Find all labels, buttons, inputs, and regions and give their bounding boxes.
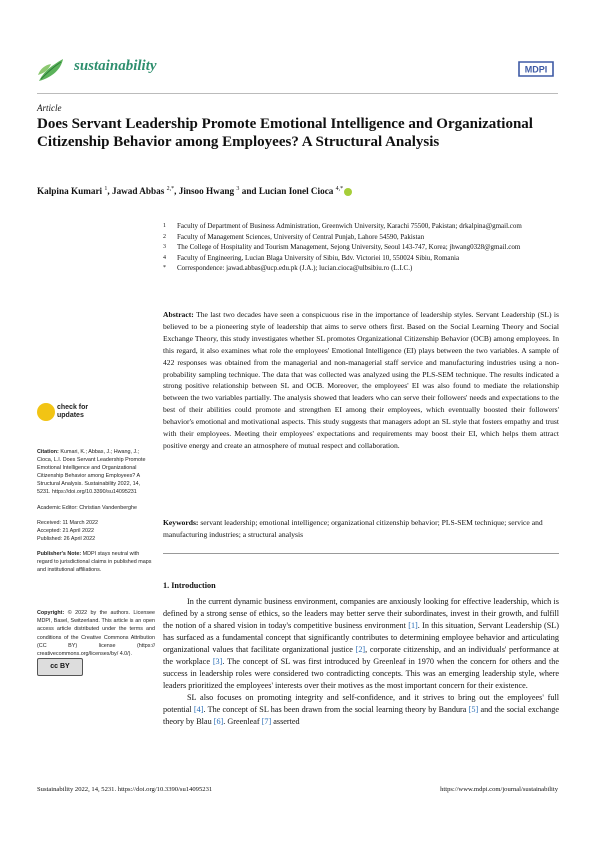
- article-type: Article: [37, 103, 62, 113]
- author-sup: 3: [236, 186, 240, 192]
- paragraph: In the current dynamic business environment, companies are anxiously looking for effective leadership, which is defined by a strong sense of ethics, so the leaders may better serve their subordinates, invest in their growth, and fulfill the notion of a shared vision in today's competitive business environment [1]. In this situation, Servant Leadership (SL) has surfaced as a fundamental concept that significantly contributes to determining employee behavior and articulating organizational values that facilitate organizational justice [2], corporate citizenship, and an individuals' performance at the workplace [3]. The concept of SL was first introduced by Greenleaf in 1970 when the concern for others and the success in leadership roles were considered two contradicting concepts. This was an emerging leadership style, where leaders prioritized the employees' interests over their motives as the most important concern for their existence.: [163, 597, 559, 690]
- paragraph: SL also focuses on promoting integrity and self-confidence, and it strives to bring out the employees' full potential [4]. The concept of SL has been drawn from the social learning theory by Bandura [5] and the social exchange theory by Blau [6]. Greenleaf [7] asserted: [163, 693, 559, 726]
- keywords-label: Keywords:: [163, 518, 199, 527]
- author-name: Jawad Abbas: [111, 186, 165, 197]
- journal-name[interactable]: sustainability: [74, 58, 157, 74]
- body-text: [163, 596, 559, 728]
- cc-by-license-icon[interactable]: cc BY: [37, 658, 83, 676]
- footer-citation: Sustainability 2022, 14, 5231. https://doi.org/10.3390/su14095231: [37, 786, 213, 793]
- check-updates-icon: [37, 403, 55, 421]
- abstract: [163, 309, 559, 452]
- publisher-note: Publisher's Note: MDPI stays neutral with regard to jurisdictional claims in published maps and institutional affiliations.: [37, 550, 152, 574]
- correspondence-row: * Correspondence: jawad.abbas@ucp.edu.pk (J.A.); lucian.cioca@ulbsibiu.ro (L.I.C.): [163, 264, 413, 272]
- citation-link[interactable]: [2]: [355, 645, 366, 654]
- affiliation-row: 4 Faculty of Engineering, Lucian Blaga University of Sibiu, Bdv. Victoriei 10, 550024 Sibiu, Romania: [163, 253, 460, 262]
- footer: [37, 786, 558, 793]
- author-sup: 1: [104, 186, 108, 192]
- abstract-divider: [163, 553, 559, 554]
- abstract-label: Abstract:: [163, 310, 194, 319]
- keywords-text: servant leadership; emotional intelligence; organizational citizenship behavior; PLS-SEM technique; service and manufacturing industries; a structural analysis: [163, 518, 543, 539]
- abstract-text: The last two decades have seen a conspicuous rise in the importance of leadership styles. Servant Leadership (SL) is believed to be a pioneering style of leadership that aims to serve others first. Based on the Social Learning Theory and Social Exchange Theory, this study investigates whether SL promotes Organizational Citizenship Behavior (OCB) among employees. In this regard, it also examines what role the employees' Emotional Intelligence (EI) plays between the two variables. A sample of 422 responses was obtained from the managerial and non-managerial staff service and manufacturing industries using a non-probability sampling technique. The data that was collected was analyzed using the PLS-SEM technique. The results indicated a strong positive relationship between SL and OCB. Moreover, the employees' EI was also found to mediate the relationship between the two variables partially. The analysis showed that leaders who can serve their followers' needs and expectations to the best of their abilities could promote and strengthen EI among their employees, which eventually boosted their followers' behavior's emotional and motivational aspects. This study suggests that managers adopt an SL style that fosters empathy and trust with their employees. Meeting their employees' expectations and requirements may boost their EI, which helps them attract positive energy and create an atmosphere of mutual respect and collaboration.: [163, 310, 559, 450]
- academic-editor: Academic Editor: Christian Vandenberghe: [37, 504, 137, 511]
- dates: Received: 11 March 2022 Accepted: 21 April 2022 Published: 26 April 2022: [37, 519, 99, 542]
- affiliation-row: 2 Faculty of Management Sciences, University of Central Punjab, Lahore 54590, Pakistan: [163, 232, 425, 241]
- citation-link[interactable]: [5]: [468, 705, 479, 714]
- citation-link[interactable]: [6]: [213, 717, 224, 726]
- sidebar: [37, 448, 155, 665]
- citation-block: Citation: Kumari, K.; Abbas, J.; Hwang, J.; Cioca, L.I. Does Servant Leadership Promote Emotional Intelligence and Organizational Citizenship Behavior among Employees? A Structural Analysis. Sustainability 2022, 14, 5231. https://doi.org/10.3390/su14095231: [37, 449, 146, 496]
- affiliations: [163, 221, 563, 274]
- citation-link[interactable]: [1]: [408, 621, 418, 630]
- author-sup: 4,*: [335, 186, 344, 192]
- author-name: Jinsoo Hwang: [178, 186, 235, 197]
- orcid-icon[interactable]: [344, 188, 352, 196]
- copyright-block: Copyright: © 2022 by the authors. Licensee MDPI, Basel, Switzerland. This article is an open access article distributed under the terms and conditions of the Creative Commons Attribution (CC BY) license (https:// creativecommons.org/licenses/by/ 4.0/).: [37, 610, 156, 657]
- mdpi-logo-icon[interactable]: [516, 60, 556, 78]
- citation-link[interactable]: [3]: [212, 657, 223, 666]
- citation-link[interactable]: [7]: [261, 717, 272, 726]
- keywords: [163, 517, 559, 541]
- journal-leaf-logo-icon: [37, 55, 67, 83]
- footer-journal-url[interactable]: https://www.mdpi.com/journal/sustainability: [440, 786, 558, 793]
- author-list: Kalpina Kumari $^1$, Jawad Abbas $^{2,*}$, Jinsoo Hwang $^3$ and Lucian Ionel Cioca $^{4,*}$: [37, 186, 558, 196]
- header-rule: [37, 93, 558, 94]
- author-name: Lucian Ionel Cioca: [258, 186, 334, 197]
- author-sup: 2,*: [166, 186, 175, 192]
- author-name: Kalpina Kumari: [37, 186, 103, 197]
- mdpi-logo-text: MDPI: [524, 64, 548, 75]
- citation-link[interactable]: [4]: [193, 705, 204, 714]
- section-heading: 1. Introduction: [163, 581, 216, 590]
- article-title: Does Servant Leadership Promote Emotional Intelligence and Organizational Citizenship Behavior among Employees? A Structural Analysis: [37, 116, 533, 150]
- affiliation-row: 1 Faculty of Department of Business Administration, Greenwich University, Karachi 75500, Pakistan; drkalpina@gmail.com: [163, 222, 522, 230]
- affiliation-row: 3 The College of Hospitality and Tourism Management, Sejong University, Seoul 143-747, Korea; jhwang0328@gmail.com: [163, 243, 521, 251]
- check-for-updates-button[interactable]: check for updates: [37, 403, 107, 427]
